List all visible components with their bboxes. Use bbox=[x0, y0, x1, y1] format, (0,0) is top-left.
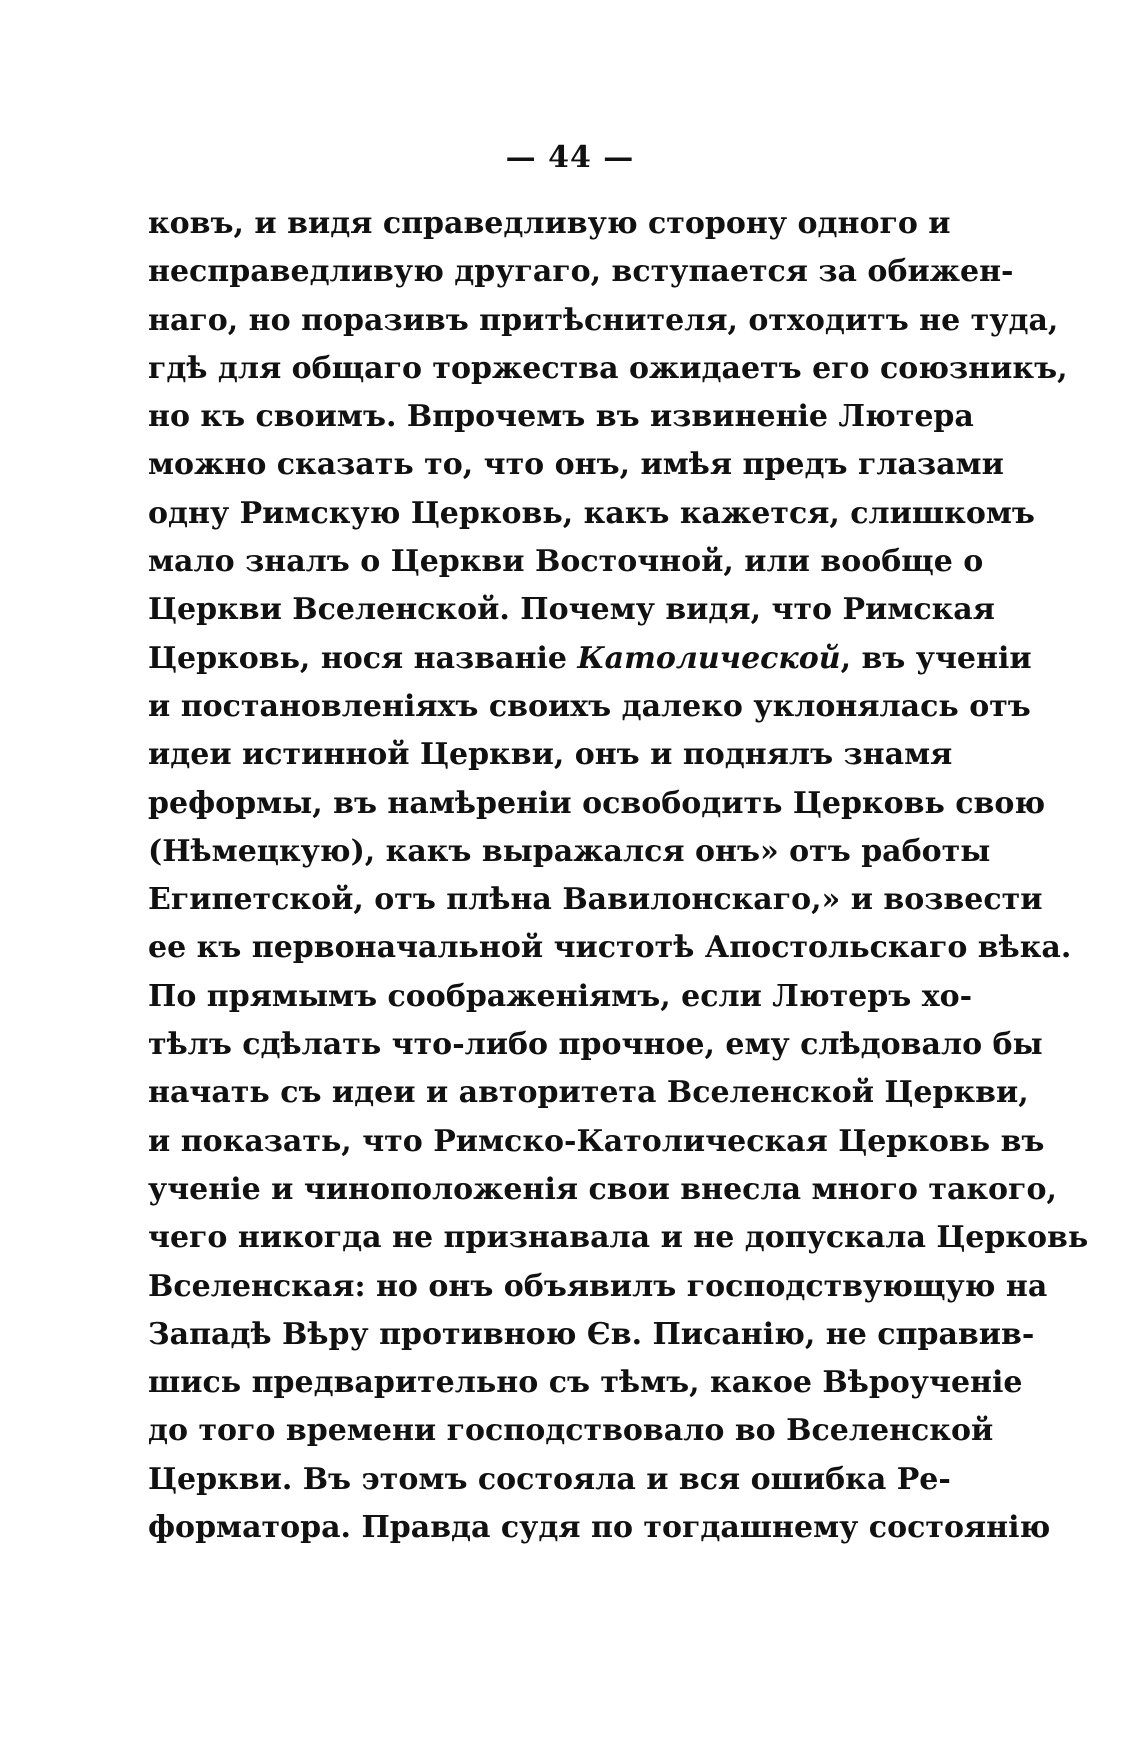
text-line: мало зналъ о Церкви Восточной, или вообще о bbox=[148, 544, 984, 580]
text-line: Западѣ Вѣру противною Єв. Писанію, не справив- bbox=[148, 1316, 1035, 1352]
text-segment: , въ ученіи bbox=[840, 640, 1032, 676]
text-line: и постановленіяхъ своихъ далеко уклонялась отъ bbox=[148, 688, 1031, 724]
text-line: одну Римскую Церковь, какъ кажется, слишкомъ bbox=[148, 495, 1035, 531]
text-line: но къ своимъ. Впрочемъ въ извиненіе Лютера bbox=[148, 399, 974, 435]
text-line: и показать, что Римско-Католическая Церковь въ bbox=[148, 1123, 1045, 1159]
text-line: шись предварительно съ тѣмъ, какое Вѣроученіе bbox=[148, 1365, 1023, 1401]
text-line: По прямымъ соображеніямъ, если Лютеръ хо- bbox=[148, 978, 973, 1014]
text-line: гдѣ для общаго торжества ожидаетъ его союзникъ, bbox=[148, 350, 1068, 386]
text-line: реформы, въ намѣреніи освободить Церковь свою bbox=[148, 785, 1046, 821]
text-line: тѣлъ сдѣлать что-либо прочное, ему слѣдовало бы bbox=[148, 1027, 1043, 1063]
text-line: чего никогда не признавала и не допускала Церковь bbox=[148, 1220, 1089, 1256]
body-text bbox=[148, 200, 1089, 1552]
text-line: начать съ идеи и авторитета Вселенской Церкви, bbox=[148, 1075, 1029, 1111]
text-line: Вселенская: но онъ объявилъ господствующую на bbox=[148, 1268, 1048, 1304]
text-line: (Нѣмецкую), какъ выражался онъ» отъ работы bbox=[148, 833, 991, 869]
text-line: Церкви Вселенской. Почему видя, что Римская bbox=[148, 592, 995, 628]
text-line: идеи истинной Церкви, онъ и поднялъ знамя bbox=[148, 737, 953, 773]
text-line: наго, но поразивъ притѣснителя, отходитъ не туда, bbox=[148, 302, 1059, 338]
italic-text-segment: Католической bbox=[577, 640, 841, 676]
text-line: форматора. Правда судя по тогдашнему состоянію bbox=[148, 1510, 1051, 1546]
text-line: до того времени господствовало во Вселенской bbox=[148, 1413, 994, 1449]
text-line bbox=[148, 635, 1032, 683]
text-line: Египетской, отъ плѣна Вавилонскаго,» и возвести bbox=[148, 882, 1043, 918]
text-line: ковъ, и видя справедливую сторону одного и bbox=[148, 206, 951, 241]
text-line: можно сказать то, что онъ, имѣя предъ глазами bbox=[148, 447, 1004, 483]
text-line: Церкви. Въ этомъ состояла и вся ошибка Ре- bbox=[148, 1461, 951, 1497]
page-number: — 44 — bbox=[505, 140, 635, 175]
text-line: ее къ первоначальной чистотѣ Апостольскаго вѣка. bbox=[148, 930, 1072, 966]
text-segment: Церковь, нося названіе bbox=[148, 640, 578, 676]
text-line: несправедливую другаго, вступается за обижен- bbox=[148, 254, 1014, 290]
text-line: ученіе и чиноположенія свои внесла много такого, bbox=[148, 1171, 1057, 1207]
